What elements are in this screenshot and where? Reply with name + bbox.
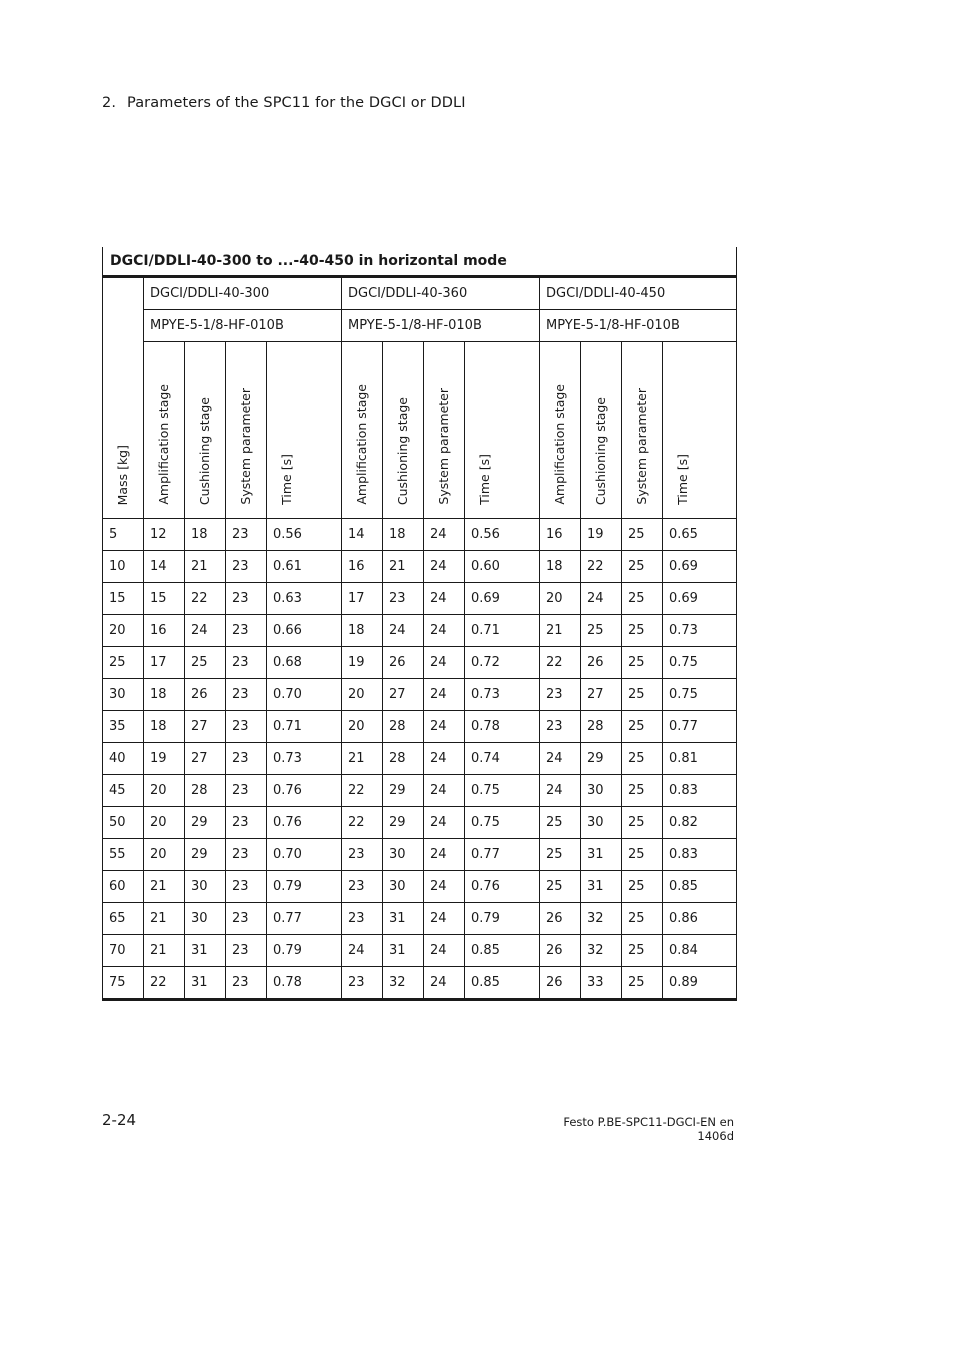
value-cell: 0.83	[663, 775, 737, 807]
column-header	[424, 342, 465, 519]
value-cell: 0.83	[663, 839, 737, 871]
value-cell: 20	[342, 711, 383, 743]
value-cell: 23	[226, 871, 267, 903]
value-cell: 24	[424, 935, 465, 967]
column-header-label: Amplification stage	[156, 384, 171, 505]
page-header	[102, 95, 466, 111]
value-cell: 24	[424, 967, 465, 1000]
value-cell: 21	[144, 935, 185, 967]
column-header-label: Cushioning stage	[197, 396, 212, 505]
mass-cell: 45	[103, 775, 144, 807]
value-cell: 21	[185, 551, 226, 583]
value-cell: 24	[424, 519, 465, 551]
column-header	[540, 342, 581, 519]
column-header	[663, 342, 737, 519]
value-cell: 23	[226, 775, 267, 807]
value-cell: 25	[581, 615, 622, 647]
value-cell: 23	[540, 711, 581, 743]
value-cell: 18	[383, 519, 424, 551]
value-cell: 23	[226, 519, 267, 551]
value-cell: 24	[424, 743, 465, 775]
mass-cell: 75	[103, 967, 144, 1000]
value-cell: 0.86	[663, 903, 737, 935]
value-cell: 29	[185, 839, 226, 871]
column-header-label: Cushioning stage	[395, 396, 410, 505]
value-cell: 23	[226, 807, 267, 839]
value-cell: 25	[540, 839, 581, 871]
column-header	[185, 342, 226, 519]
value-cell: 14	[342, 519, 383, 551]
table-row	[103, 519, 737, 551]
group-valve: MPYE-5-1/8-HF-010B	[144, 310, 342, 342]
value-cell: 27	[185, 711, 226, 743]
value-cell: 21	[144, 903, 185, 935]
column-header-label: Time [s]	[279, 454, 294, 505]
value-cell: 25	[622, 871, 663, 903]
value-cell: 0.79	[465, 903, 540, 935]
table-row	[103, 615, 737, 647]
mass-cell: 10	[103, 551, 144, 583]
value-cell: 23	[226, 551, 267, 583]
column-header	[267, 342, 342, 519]
value-cell: 23	[226, 935, 267, 967]
mass-cell: 35	[103, 711, 144, 743]
value-cell: 24	[424, 903, 465, 935]
mass-cell: 15	[103, 583, 144, 615]
value-cell: 26	[540, 903, 581, 935]
value-cell: 26	[383, 647, 424, 679]
value-cell: 23	[226, 711, 267, 743]
value-cell: 26	[185, 679, 226, 711]
value-cell: 0.69	[663, 551, 737, 583]
value-cell: 0.70	[267, 679, 342, 711]
column-header-label: System parameter	[238, 388, 253, 505]
value-cell: 20	[144, 807, 185, 839]
value-cell: 25	[622, 711, 663, 743]
value-cell: 30	[581, 807, 622, 839]
value-cell: 21	[383, 551, 424, 583]
value-cell: 18	[342, 615, 383, 647]
value-cell: 28	[383, 711, 424, 743]
table-row	[103, 871, 737, 903]
column-header-label: Time [s]	[477, 454, 492, 505]
column-header	[581, 342, 622, 519]
value-cell: 27	[581, 679, 622, 711]
value-cell: 14	[144, 551, 185, 583]
column-header	[383, 342, 424, 519]
parameter-table	[102, 247, 737, 1001]
value-cell: 23	[226, 679, 267, 711]
column-header-label: Amplification stage	[552, 384, 567, 505]
value-cell: 26	[540, 967, 581, 1000]
mass-header-label: Mass [kg]	[115, 444, 130, 505]
value-cell: 0.71	[465, 615, 540, 647]
value-cell: 0.89	[663, 967, 737, 1000]
value-cell: 23	[383, 583, 424, 615]
value-cell: 20	[342, 679, 383, 711]
value-cell: 21	[540, 615, 581, 647]
value-cell: 27	[185, 743, 226, 775]
value-cell: 0.68	[267, 647, 342, 679]
value-cell: 22	[185, 583, 226, 615]
table-row	[103, 807, 737, 839]
column-header-label: Time [s]	[675, 454, 690, 505]
table-row	[103, 647, 737, 679]
value-cell: 23	[342, 967, 383, 1000]
value-cell: 23	[342, 871, 383, 903]
value-cell: 18	[144, 679, 185, 711]
mass-cell: 70	[103, 935, 144, 967]
column-header-label: System parameter	[634, 388, 649, 505]
column-header	[144, 342, 185, 519]
table-row	[103, 743, 737, 775]
group-valve: MPYE-5-1/8-HF-010B	[342, 310, 540, 342]
value-cell: 22	[144, 967, 185, 1000]
value-cell: 19	[342, 647, 383, 679]
value-cell: 25	[622, 775, 663, 807]
value-cell: 0.78	[267, 967, 342, 1000]
mass-cell: 5	[103, 519, 144, 551]
value-cell: 0.69	[663, 583, 737, 615]
value-cell: 25	[622, 551, 663, 583]
value-cell: 23	[342, 839, 383, 871]
column-header-label: System parameter	[436, 388, 451, 505]
value-cell: 21	[342, 743, 383, 775]
value-cell: 30	[581, 775, 622, 807]
value-cell: 22	[342, 807, 383, 839]
value-cell: 27	[383, 679, 424, 711]
section-title: Parameters of the SPC11 for the DGCI or DDLI	[127, 95, 466, 111]
table-row	[103, 679, 737, 711]
value-cell: 0.85	[465, 967, 540, 1000]
value-cell: 24	[342, 935, 383, 967]
value-cell: 24	[424, 775, 465, 807]
value-cell: 25	[622, 935, 663, 967]
section-number: 2.	[102, 95, 117, 111]
value-cell: 25	[622, 519, 663, 551]
value-cell: 0.76	[465, 871, 540, 903]
value-cell: 25	[622, 583, 663, 615]
group-model: DGCI/DDLI-40-300	[144, 277, 342, 310]
value-cell: 24	[424, 647, 465, 679]
value-cell: 22	[581, 551, 622, 583]
value-cell: 23	[540, 679, 581, 711]
value-cell: 31	[581, 839, 622, 871]
value-cell: 24	[424, 871, 465, 903]
value-cell: 28	[185, 775, 226, 807]
mass-cell: 50	[103, 807, 144, 839]
value-cell: 16	[342, 551, 383, 583]
mass-cell: 55	[103, 839, 144, 871]
group-model: DGCI/DDLI-40-360	[342, 277, 540, 310]
value-cell: 25	[622, 679, 663, 711]
value-cell: 24	[424, 807, 465, 839]
value-cell: 18	[185, 519, 226, 551]
value-cell: 0.75	[465, 775, 540, 807]
value-cell: 0.76	[267, 775, 342, 807]
value-cell: 23	[226, 615, 267, 647]
value-cell: 24	[424, 839, 465, 871]
mass-cell: 65	[103, 903, 144, 935]
value-cell: 24	[424, 679, 465, 711]
value-cell: 25	[622, 615, 663, 647]
value-cell: 20	[144, 775, 185, 807]
value-cell: 23	[226, 647, 267, 679]
value-cell: 0.84	[663, 935, 737, 967]
value-cell: 31	[185, 935, 226, 967]
value-cell: 24	[581, 583, 622, 615]
value-cell: 0.66	[267, 615, 342, 647]
value-cell: 0.69	[465, 583, 540, 615]
value-cell: 25	[540, 871, 581, 903]
value-cell: 30	[185, 903, 226, 935]
parameter-table-container	[102, 247, 737, 1001]
table-row	[103, 839, 737, 871]
value-cell: 0.65	[663, 519, 737, 551]
mass-cell: 40	[103, 743, 144, 775]
value-cell: 0.74	[465, 743, 540, 775]
value-cell: 31	[185, 967, 226, 1000]
value-cell: 25	[622, 839, 663, 871]
value-cell: 16	[540, 519, 581, 551]
value-cell: 29	[383, 775, 424, 807]
value-cell: 25	[622, 743, 663, 775]
value-cell: 24	[540, 775, 581, 807]
value-cell: 23	[226, 903, 267, 935]
table-row	[103, 551, 737, 583]
table-row	[103, 775, 737, 807]
value-cell: 25	[622, 903, 663, 935]
value-cell: 31	[581, 871, 622, 903]
column-header-label: Amplification stage	[354, 384, 369, 505]
value-cell: 25	[622, 807, 663, 839]
group-model: DGCI/DDLI-40-450	[540, 277, 737, 310]
value-cell: 0.85	[465, 935, 540, 967]
value-cell: 0.77	[465, 839, 540, 871]
value-cell: 20	[144, 839, 185, 871]
value-cell: 20	[540, 583, 581, 615]
value-cell: 0.85	[663, 871, 737, 903]
column-header	[342, 342, 383, 519]
value-cell: 33	[581, 967, 622, 1000]
value-cell: 0.79	[267, 935, 342, 967]
value-cell: 23	[226, 839, 267, 871]
value-cell: 24	[540, 743, 581, 775]
value-cell: 18	[540, 551, 581, 583]
value-cell: 24	[424, 615, 465, 647]
value-cell: 0.75	[663, 647, 737, 679]
value-cell: 0.82	[663, 807, 737, 839]
value-cell: 29	[581, 743, 622, 775]
value-cell: 30	[383, 871, 424, 903]
value-cell: 24	[424, 551, 465, 583]
page-number: 2-24	[102, 1111, 137, 1129]
mass-cell: 25	[103, 647, 144, 679]
value-cell: 23	[226, 743, 267, 775]
value-cell: 31	[383, 903, 424, 935]
table-row	[103, 711, 737, 743]
value-cell: 0.73	[663, 615, 737, 647]
value-cell: 17	[144, 647, 185, 679]
value-cell: 23	[226, 583, 267, 615]
value-cell: 26	[540, 935, 581, 967]
value-cell: 19	[581, 519, 622, 551]
value-cell: 22	[342, 775, 383, 807]
mass-cell: 20	[103, 615, 144, 647]
value-cell: 0.78	[465, 711, 540, 743]
value-cell: 0.56	[465, 519, 540, 551]
table-title: DGCI/DDLI-40-300 to ...-40-450 in horizontal mode	[103, 247, 737, 277]
value-cell: 0.73	[267, 743, 342, 775]
document-id: Festo P.BE-SPC11-DGCI-EN en 1406d	[563, 1115, 734, 1143]
value-cell: 0.56	[267, 519, 342, 551]
value-cell: 25	[622, 647, 663, 679]
value-cell: 0.77	[267, 903, 342, 935]
value-cell: 32	[581, 935, 622, 967]
value-cell: 32	[383, 967, 424, 1000]
table-row	[103, 935, 737, 967]
value-cell: 24	[424, 711, 465, 743]
mass-cell: 60	[103, 871, 144, 903]
value-cell: 0.72	[465, 647, 540, 679]
value-cell: 18	[144, 711, 185, 743]
value-cell: 0.75	[663, 679, 737, 711]
value-cell: 24	[424, 583, 465, 615]
column-header-label: Cushioning stage	[593, 396, 608, 505]
value-cell: 0.76	[267, 807, 342, 839]
table-row	[103, 583, 737, 615]
value-cell: 0.60	[465, 551, 540, 583]
value-cell: 19	[144, 743, 185, 775]
value-cell: 28	[383, 743, 424, 775]
value-cell: 12	[144, 519, 185, 551]
value-cell: 0.77	[663, 711, 737, 743]
value-cell: 0.61	[267, 551, 342, 583]
value-cell: 29	[383, 807, 424, 839]
value-cell: 29	[185, 807, 226, 839]
value-cell: 28	[581, 711, 622, 743]
value-cell: 31	[383, 935, 424, 967]
table-row	[103, 967, 737, 1000]
value-cell: 24	[383, 615, 424, 647]
value-cell: 25	[540, 807, 581, 839]
value-cell: 22	[540, 647, 581, 679]
value-cell: 32	[581, 903, 622, 935]
value-cell: 0.81	[663, 743, 737, 775]
mass-cell: 30	[103, 679, 144, 711]
value-cell: 23	[226, 967, 267, 1000]
column-header	[465, 342, 540, 519]
mass-header	[103, 277, 144, 519]
column-header	[622, 342, 663, 519]
value-cell: 0.73	[465, 679, 540, 711]
value-cell: 0.75	[465, 807, 540, 839]
value-cell: 25	[622, 967, 663, 1000]
value-cell: 0.63	[267, 583, 342, 615]
column-header	[226, 342, 267, 519]
value-cell: 23	[342, 903, 383, 935]
value-cell: 15	[144, 583, 185, 615]
table-row	[103, 903, 737, 935]
value-cell: 30	[383, 839, 424, 871]
value-cell: 25	[185, 647, 226, 679]
value-cell: 16	[144, 615, 185, 647]
value-cell: 0.71	[267, 711, 342, 743]
value-cell: 0.70	[267, 839, 342, 871]
value-cell: 17	[342, 583, 383, 615]
value-cell: 26	[581, 647, 622, 679]
value-cell: 24	[185, 615, 226, 647]
value-cell: 0.79	[267, 871, 342, 903]
value-cell: 21	[144, 871, 185, 903]
group-valve: MPYE-5-1/8-HF-010B	[540, 310, 737, 342]
value-cell: 30	[185, 871, 226, 903]
